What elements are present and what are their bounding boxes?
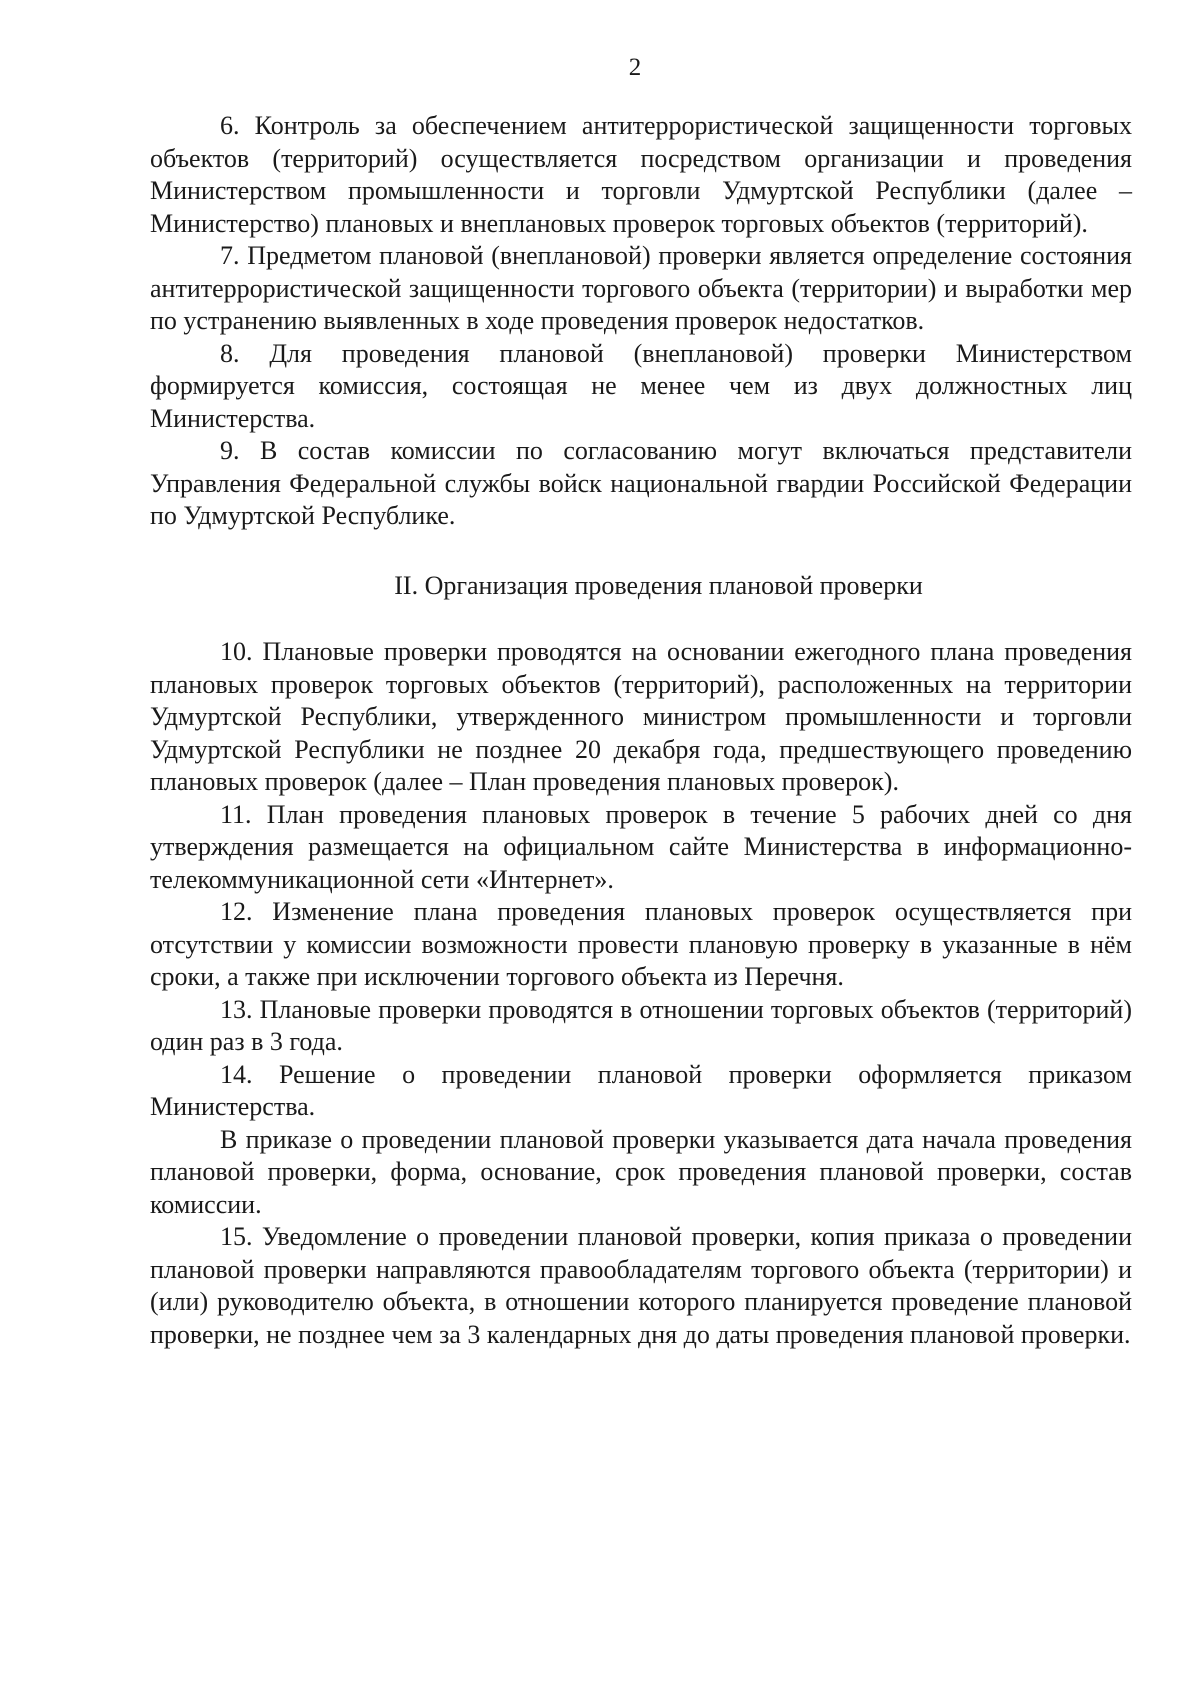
paragraph-12: 12. Изменение плана проведения плановых проверок осуществляется при отсутствии у комиссии возможности провести плановую проверку в указанные в нём сроки, а также при исключении торгового объекта из Перечня.: [150, 897, 1132, 991]
paragraph-15: 15. Уведомление о проведении плановой проверки, копия приказа о проведении плановой проверки направляются правообладателям торгового объекта (территории) и (или) руководителю объекта, в отношении которого планируется проведение плановой проверки, не позднее чем за 3 календарных дня до даты проведения плановой проверки.: [150, 1222, 1132, 1349]
paragraph-6: 6. Контроль за обеспечением антитеррористической защищенности торговых объектов (территорий) осуществляется посредством организации и проведения Министерством промышленности и торговли Удмуртской Республики (далее – Министерство) плановых и внеплановых проверок торговых объектов (территорий).: [150, 111, 1132, 238]
paragraph-14-order: В приказе о проведении плановой проверки указывается дата начала проведения плановой проверки, форма, основание, срок проведения плановой проверки, состав комиссии.: [150, 1124, 1132, 1219]
section-heading: II. Организация проведения плановой проверки: [394, 570, 923, 600]
page-number: 2: [628, 54, 642, 81]
paragraph-8: 8. Для проведения плановой (внеплановой) проверки Министерством формируется комиссия, состоящая не менее чем из двух должностных лиц Министерства.: [150, 338, 1132, 433]
paragraph-13: 13. Плановые проверки проводятся в отношении торговых объектов (территорий) один раз в 3 года.: [150, 994, 1132, 1056]
paragraph-7: 7. Предметом плановой (внеплановой) проверки является определение состояния антитеррористической защищенности торгового объекта (территории) и выработки мер по устранению выявленных в ходе проведения проверок недостатков.: [150, 241, 1132, 335]
paragraph-10: 10. Плановые проверки проводятся на основании ежегодного плана проведения плановых проверок торговых объектов (территорий), расположенных на территории Удмуртской Республики, утвержденного министром промышленности и торговли Удмуртской Республики не позднее 20 декабря года, предшествующего проведению плановых проверок (далее – План проведения плановых проверок).: [150, 637, 1132, 796]
document-body: [150, 110, 1132, 1351]
paragraph-14: 14. Решение о проведении плановой проверки оформляется приказом Министерства.: [150, 1059, 1132, 1121]
paragraph-9: 9. В состав комиссии по согласованию могут включаться представители Управления Федеральной службы войск национальной гвардии Российской Федерации по Удмуртской Республике.: [150, 436, 1132, 530]
paragraph-11: 11. План проведения плановых проверок в течение 5 рабочих дней со дня утверждения размещается на официальном сайте Министерства в информационно-телекоммуникационной сети «Интернет».: [150, 799, 1132, 894]
